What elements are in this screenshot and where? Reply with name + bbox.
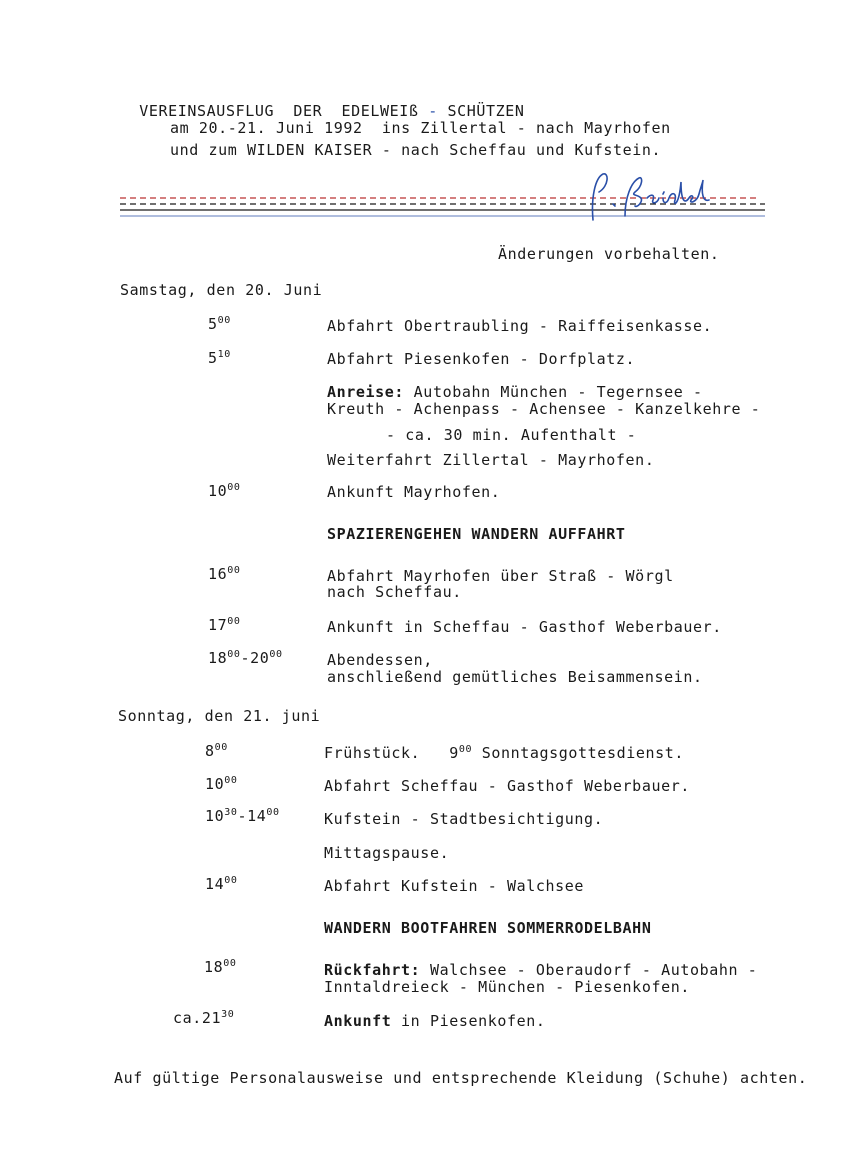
activity-heading: SPAZIERENGEHEN WANDERN AUFFAHRT xyxy=(327,525,626,543)
signature-image xyxy=(585,168,715,228)
return-route-line2: Inntaldreieck - München - Piesenkofen. xyxy=(324,978,690,996)
day1-heading: Samstag, den 20. Juni xyxy=(120,281,323,299)
trip-destination-line: und zum WILDEN KAISER - nach Scheffau und Kufstein. xyxy=(170,141,662,159)
title-dash: - xyxy=(428,102,438,120)
schedule-text: Abfahrt Mayrhofen über Straß - Wörgl xyxy=(327,567,674,585)
time-0500: $5^{00}$ xyxy=(208,315,231,333)
document-title xyxy=(120,86,525,120)
time-1030-1400: $10^{30}-14^{00}$ xyxy=(205,807,280,825)
title-part2: SCHÜTZEN xyxy=(447,102,525,120)
time-1000: $10^{00}$ xyxy=(205,775,238,793)
schedule-text: Abfahrt Scheffau - Gasthof Weberbauer. xyxy=(324,777,690,795)
time-0800: $8^{00}$ xyxy=(205,742,228,760)
time-1700: $17^{00}$ xyxy=(208,616,241,634)
schedule-text: Kufstein - Stadtbesichtigung. xyxy=(324,810,604,828)
schedule-text: Mittagspause. xyxy=(324,844,450,862)
arrival-route-line4: Weiterfahrt Zillertal - Mayrhofen. xyxy=(327,451,655,469)
time-2130: $ca.21^{30}$ xyxy=(173,1009,235,1027)
return-route: Rückfahrt: Walchsee - Oberaudorf - Autobahn - xyxy=(324,961,758,979)
activity-heading: WANDERN BOOTFAHREN SOMMERRODELBAHN xyxy=(324,919,652,937)
footer-note: Auf gültige Personalausweise und entsprechende Kleidung (Schuhe) achten. xyxy=(114,1069,808,1087)
time-1600: $16^{00}$ xyxy=(208,565,241,583)
arrival-route-line2: Kreuth - Achenpass - Achensee - Kanzelkehre - xyxy=(327,400,761,418)
title-part1: VEREINSAUSFLUG DER EDELWEIß xyxy=(139,102,419,120)
time-0510: $5^{10}$ xyxy=(208,349,231,367)
arrival-route: Anreise: Autobahn München - Tegernsee - xyxy=(327,383,703,401)
time-1000: $10^{00}$ xyxy=(208,482,241,500)
schedule-text-line2: nach Scheffau. xyxy=(327,583,462,601)
schedule-text: Abfahrt Piesenkofen - Dorfplatz. xyxy=(327,350,636,368)
trip-dates-line: am 20.-21. Juni 1992 ins Zillertal - nach Mayrhofen xyxy=(170,119,671,137)
stopover-note: - ca. 30 min. Aufenthalt - xyxy=(386,426,637,444)
schedule-text: Abendessen, xyxy=(327,651,433,669)
arrival-home: Ankunft in Piesenkofen. xyxy=(324,1012,546,1030)
day2-heading: Sonntag, den 21. juni xyxy=(118,707,321,725)
schedule-text: Frühstück. $9^{00}$ Sonntagsgottesdienst. xyxy=(324,744,684,762)
schedule-text-line2: anschließend gemütliches Beisammensein. xyxy=(327,668,703,686)
schedule-text: Ankunft Mayrhofen. xyxy=(327,483,501,501)
time-1400: $14^{00}$ xyxy=(205,875,238,893)
schedule-text: Abfahrt Obertraubling - Raiffeisenkasse. xyxy=(327,317,713,335)
time-1800-2000: $18^{00}-20^{00}$ xyxy=(208,649,283,667)
schedule-text: Ankunft in Scheffau - Gasthof Weberbauer. xyxy=(327,618,722,636)
schedule-text: Abfahrt Kufstein - Walchsee xyxy=(324,877,585,895)
changes-reserved-note: Änderungen vorbehalten. xyxy=(498,245,720,263)
time-1800: $18^{00}$ xyxy=(204,958,237,976)
